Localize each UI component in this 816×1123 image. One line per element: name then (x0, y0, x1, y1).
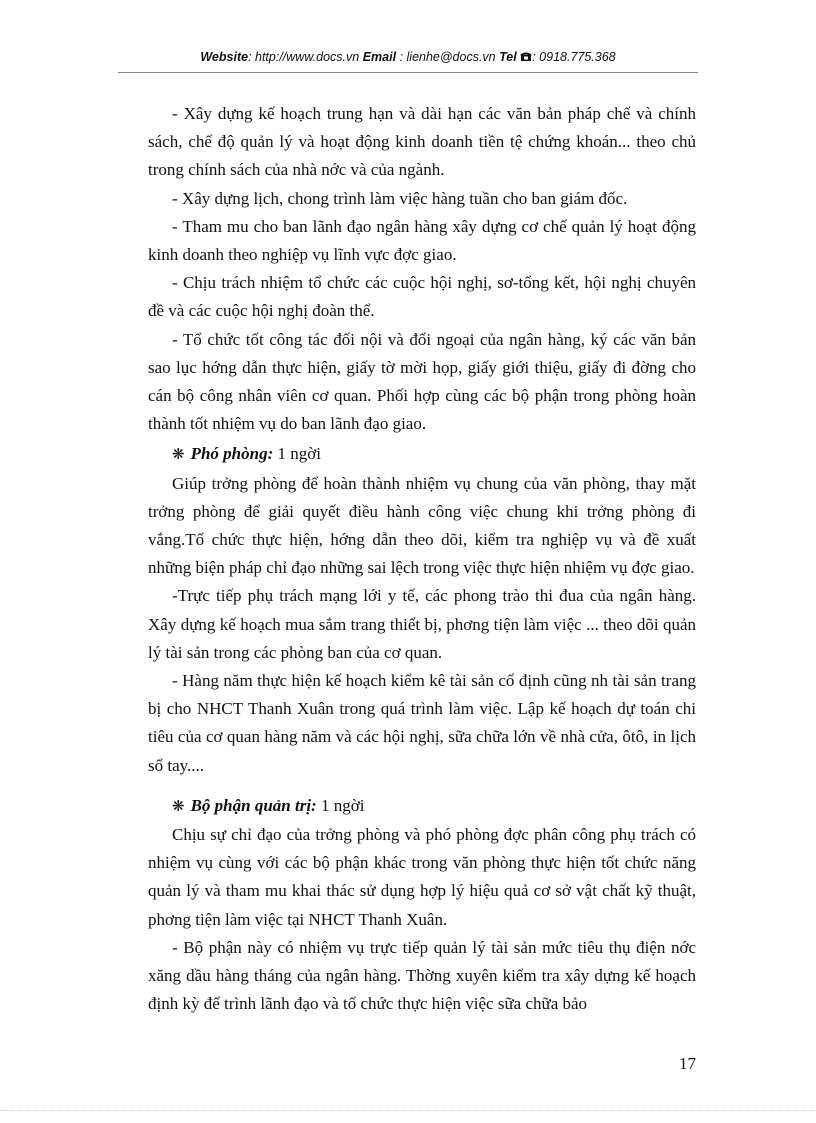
section-title: Phó phòng: (190, 444, 274, 464)
paragraph: Chịu sự chỉ đạo của trởng phòng và phó phòng đợc phân công phụ trách có nhiệm vụ cùng với các bộ phận khác trong văn phòng thực hiện tốt chức năng quản lý và tham mu khai thác sử dụng hợp lý hiệu quả cơ sở vật chất kỹ thuật, phơng tiện làm việc tại NHCT Thanh Xuân. (148, 825, 696, 929)
paragraph: Giúp trởng phòng để hoàn thành nhiệm vụ chung của văn phòng, thay mặt trởng phòng để giải quyết điều hành công việc chung khi trởng phòng đi vắng.Tổ chức thực hiện, hớng dẫn theo dõi, kiểm tra nghiệp vụ và đề xuất những biện pháp chỉ đạo những sai lệch trong việc thực hiện nhiệm vụ đợc giao. (148, 473, 696, 578)
email-label: Email (362, 50, 397, 64)
paragraph: -Trực tiếp phụ trách mạng lới y tế, các phong trào thi đua của ngân hàng. Xây dựng kế hoạch mua sắm trang thiết bị, phơng tiện làm việc ... theo dõi quản lý tài sản trong các phòng ban của cơ quan. (148, 586, 696, 662)
paragraph: - Bộ phận này có nhiệm vụ trực tiếp quản lý tài sản mức tiêu thụ điện nớc xăng dầu hàng tháng của ngân hàng. Thờng xuyên kiểm tra xây dựng kế hoạch định kỳ để trình lãnh đạo và tổ chức thực hiện việc sữa chữa bảo (148, 937, 696, 1014)
header-divider (118, 72, 698, 73)
tel-value: : 0918.775.368 (532, 50, 616, 64)
section-title: Bộ phận quản trị: (190, 795, 317, 815)
flower-bullet-icon: ❋ (172, 798, 185, 815)
paragraph: - Hàng năm thực hiện kế hoạch kiểm kê tài sản cố định cũng nh tài sản trang bị cho NHCT Thanh Xuân trong quá trình làm việc. Lập kế hoạch dự toán chi tiêu của cơ quan hàng năm và các hội nghị, sữa chữa lớn về nhà cửa, ôtô, in lịch sổ tay.... (148, 671, 696, 775)
paragraph: - Xây dựng kế hoạch trung hạn và dài hạn các văn bản pháp chế và chính sách, chế độ quản lý và hoạt động kinh doanh tiền tệ chứng khoán... theo chủ trong chính sách của nhà nớc và của ngành. (148, 104, 696, 180)
email-value: : lienhe@docs.vn (399, 50, 496, 64)
page-number: 17 (679, 1054, 696, 1073)
document-body (148, 100, 696, 1019)
paragraph: - Tổ chức tốt công tác đối nội và đối ngoại của ngân hàng, ký các văn bản sao lục hớng dẫn thực hiện, giấy tờ mời họp, giấy giới thiệu, giấy đi đờng cho cán bộ công nhân viên cơ quan. Phối hợp cùng các bộ phận trong phòng hoàn thành tốt nhiệm vụ do ban lãnh đạo giao. (148, 329, 696, 434)
paragraph: - Chịu trách nhiệm tổ chức các cuộc hội nghị, sơ-tổng kết, hội nghị chuyên đề và các cuộc hội nghị đoàn thể. (148, 273, 696, 321)
page-header (118, 50, 698, 65)
paragraph: - Xây dựng lịch, chong trình làm việc hàng tuần cho ban giám đốc. (172, 188, 628, 208)
section-heading-quan-tri (148, 792, 696, 821)
section-count: 1 ngời (316, 795, 365, 815)
website-value: : http://www.docs.vn (248, 50, 360, 64)
paragraph: - Tham mu cho ban lãnh đạo ngân hàng xây dựng cơ chế quản lý hoạt động kinh doanh theo nghiệp vụ lĩnh vực đợc giao. (148, 216, 696, 265)
section-count: 1 ngời (273, 444, 321, 464)
footer-divider (0, 1110, 816, 1111)
flower-bullet-icon: ❋ (172, 447, 185, 464)
website-label: Website (200, 50, 249, 64)
section-heading-pho-phong (148, 440, 696, 469)
tel-label: Tel (499, 50, 517, 64)
phone-icon (520, 51, 532, 65)
